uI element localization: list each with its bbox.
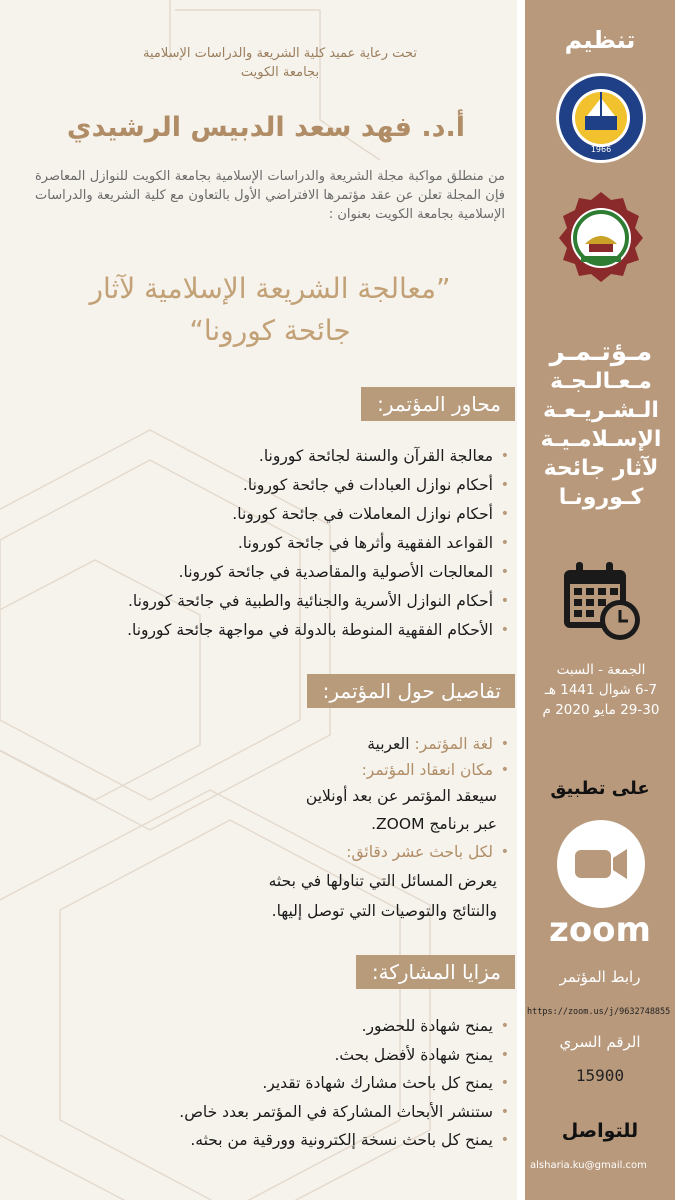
conference-dates — [531, 660, 671, 720]
benefits-list — [29, 1012, 509, 1155]
benefits-heading: مزايا المشاركة: — [356, 955, 515, 989]
main-content — [20, 0, 515, 1200]
venue-line-1: سيعقد المؤتمر عن بعد أونلاين — [305, 787, 497, 805]
axes-item: • القواعد الفقهية وأثرها في جائحة كورونا. — [29, 529, 509, 558]
sidebar-conference-title — [533, 338, 669, 512]
axes-heading: محاور المؤتمر: — [361, 387, 515, 421]
dates-days: الجمعة - السبت — [556, 662, 646, 678]
password-value: 15900 — [575, 1066, 625, 1085]
dates-gregorian: 29-30 مايو 2020 م — [542, 702, 660, 718]
sidebar — [525, 0, 675, 1200]
axes-list — [29, 442, 509, 645]
app-label: على تطبيق — [550, 778, 650, 799]
benefit-item: • يمنح شهادة لأفضل بحث. — [29, 1041, 509, 1070]
language-row — [29, 730, 509, 758]
sidebar-title-line: لآثار جائحة — [543, 456, 659, 481]
axes-item: • أحكام نوازل المعاملات في جائحة كورونا. — [29, 500, 509, 529]
video-camera-icon — [555, 818, 647, 910]
intro-paragraph: من منطلق مواكبة مجلة الشريعة والدراسات الإسلامية بجامعة الكويت للنوازل المعاصرة فإن المجلة تعلن عن عقد مؤتمرها الافتراضي الأول بالتعاون مع كلية الشريعة والدراسات الإسلامية بجامعة الكويت بعنوان : — [35, 169, 505, 222]
venue-line-2: عبر برنامج ZOOM. — [371, 815, 497, 833]
language-label: لغة المؤتمر: — [414, 735, 493, 753]
details-block — [29, 730, 509, 926]
kuwait-university-logo — [555, 72, 647, 164]
time-line-1: يعرض المسائل التي تناولها في بحثه — [268, 872, 497, 890]
conference-title-line-1: ”معالجة الشريعة الإسلامية لآثار — [89, 272, 451, 305]
axes-item: • معالجة القرآن والسنة لجائحة كورونا. — [29, 442, 509, 471]
password-label: الرقم السري — [559, 1033, 641, 1051]
time-line-2: والنتائج والتوصيات التي توصل إليها. — [271, 902, 497, 920]
dean-name: أ.د. فهد سعد الدبيس الرشيدي — [66, 112, 465, 143]
sidebar-divider — [517, 0, 525, 1200]
patronage-line-2: بجامعة الكويت — [240, 65, 320, 80]
axes-item: • أحكام نوازل العبادات في جائحة كورونا. — [29, 471, 509, 500]
contact-label: للتواصل — [561, 1120, 639, 1142]
conference-link[interactable]: https://zoom.us/j/9632748855 — [527, 1007, 671, 1017]
logo-year: 1966 — [590, 145, 612, 154]
sidebar-title-line: كـورونـا — [558, 485, 644, 510]
benefit-item: • يمنح شهادة للحضور. — [29, 1012, 509, 1041]
sidebar-title-line: الإسـلامـيـة — [540, 427, 662, 452]
patronage-text — [130, 44, 430, 82]
organizer-label: تنظيم — [564, 26, 636, 54]
benefit-item: • يمنح كل باحث مشارك شهادة تقدير. — [29, 1069, 509, 1098]
zoom-logo-text: zoom — [549, 910, 651, 950]
contact-email[interactable]: alsharia.ku@gmail.com — [530, 1160, 647, 1171]
sidebar-title-line: مـعـالـجـة — [550, 369, 652, 394]
language-value: العربية — [367, 735, 410, 753]
axes-item: • أحكام النوازل الأسرية والجنائية والطبية في جائحة كورونا. — [29, 587, 509, 616]
conference-title — [35, 268, 505, 352]
time-label: • لكل باحث عشر دقائق: — [29, 838, 509, 866]
benefit-item: • يمنح كل باحث نسخة إلكترونية وورقية من بحثه. — [29, 1126, 509, 1155]
dates-hijri: 6-7 شوال 1441 هـ — [544, 682, 658, 698]
sidebar-title-line: مـؤتـمـر — [549, 337, 653, 367]
venue-label: • مكان انعقاد المؤتمر: — [29, 758, 509, 782]
axes-item: • المعالجات الأصولية والمقاصدية في جائحة كورونا. — [29, 558, 509, 587]
axes-item: • الأحكام الفقهية المنوطة بالدولة في مواجهة جائحة كورونا. — [29, 616, 509, 645]
patronage-line-1: تحت رعاية عميد كلية الشريعة والدراسات الإسلامية — [143, 46, 417, 61]
conference-title-line-2: جائحة كورونا“ — [189, 314, 351, 347]
sidebar-title-line: الـشـريـعـة — [543, 398, 659, 423]
benefit-item: • ستنشر الأبحاث المشاركة في المؤتمر بعدد خاص. — [29, 1098, 509, 1127]
details-heading: تفاصيل حول المؤتمر: — [307, 674, 515, 708]
calendar-clock-icon — [560, 560, 644, 642]
conference-link-label: رابط المؤتمر — [559, 968, 641, 986]
journal-logo — [555, 190, 647, 282]
